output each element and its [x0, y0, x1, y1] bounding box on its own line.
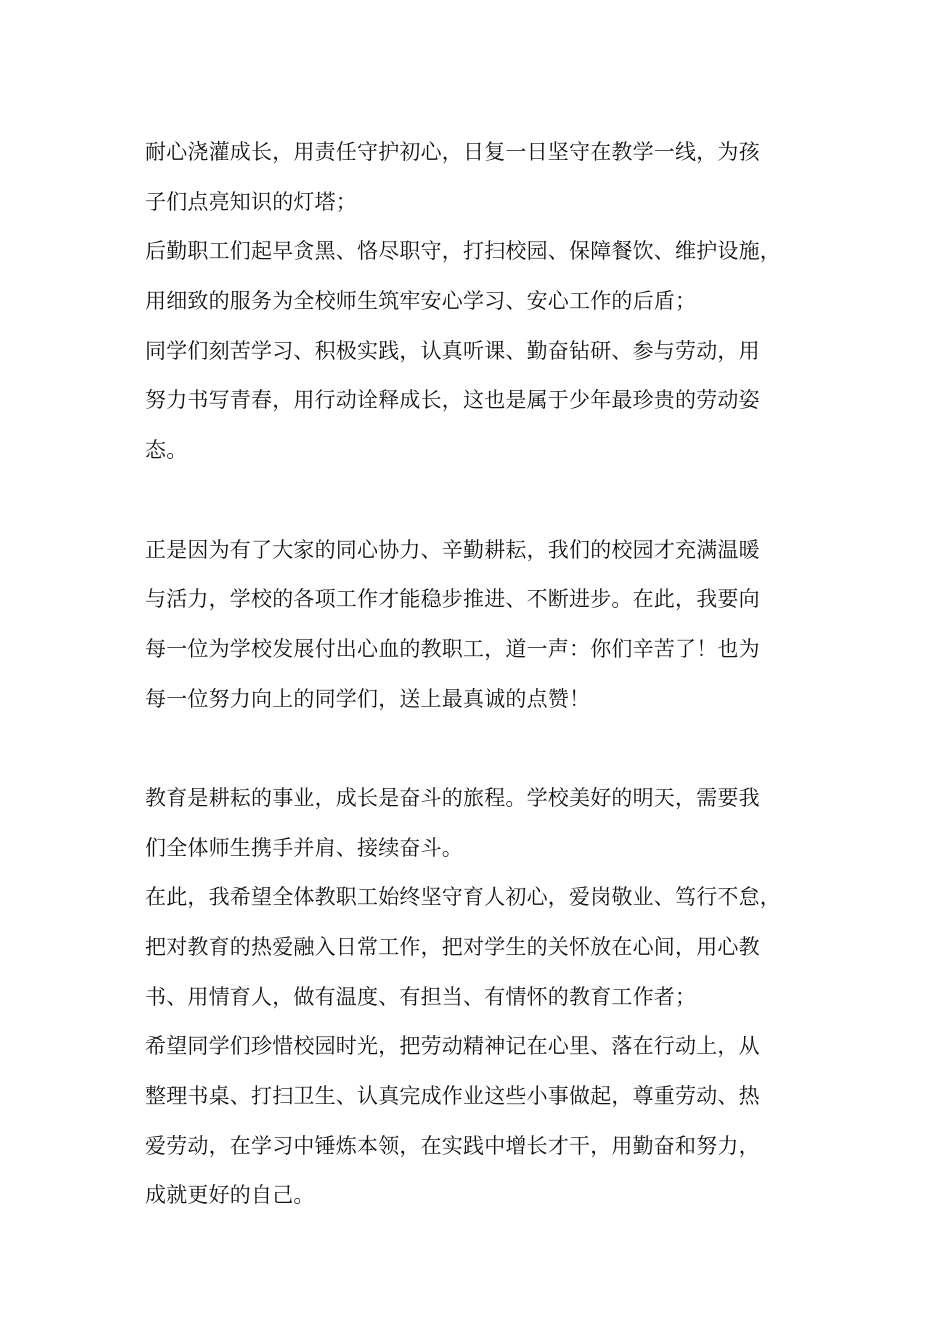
- document-body: [145, 128, 835, 1221]
- text-line: 教育是耕耘的事业，成长是奋斗的旅程。学校美好的明天，需要我: [145, 785, 760, 810]
- text-line: 成就更好的自己。: [145, 1183, 315, 1208]
- text-line: 耐心浇灌成长，用责任守护初心，日复一日坚守在教学一线，为孩: [145, 140, 760, 164]
- text-line: 用细致的服务为全校师生筑牢安心学习、安心工作的后盾；: [145, 289, 697, 314]
- text-line: 整理书桌、打扫卫生、认真完成作业这些小事做起，尊重劳动、热: [145, 1084, 760, 1109]
- text-line: 子们点亮知识的灯塔；: [145, 189, 357, 214]
- text-line: 正是因为有了大家的同心协力、辛勤耕耘，我们的校园才充满温暖: [145, 537, 760, 562]
- text-line: 在此，我希望全体教职工始终坚守育人初心，爱岗敬业、笃行不怠，: [145, 885, 781, 910]
- text-line: 努力书写青春，用行动诠释成长，这也是属于少年最珍贵的劳动姿: [145, 388, 760, 413]
- paragraph-gap: [145, 476, 835, 526]
- text-line: 每一位为学校发展付出心血的教职工，道一声：你们辛苦了！也为: [145, 636, 760, 661]
- paragraph-gap: [145, 724, 835, 774]
- text-line: 态。: [145, 438, 188, 463]
- text-line: 每一位努力向上的同学们，送上最真诚的点赞！: [145, 686, 591, 711]
- text-line: 爱劳动，在学习中锤炼本领，在实践中增长才干，用勤奋和努力，: [145, 1133, 760, 1158]
- text-line: 把对教育的热爱融入日常工作，把对学生的关怀放在心间，用心教: [145, 935, 760, 959]
- text-line: 希望同学们珍惜校园时光，把劳动精神记在心里、落在行动上，从: [145, 1034, 760, 1059]
- text-line: 后勤职工们起早贪黑、恪尽职守，打扫校园、保障餐饮、维护设施，: [145, 239, 781, 264]
- text-line: 书、用情育人，做有温度、有担当、有情怀的教育工作者；: [145, 984, 697, 1009]
- text-line: 们全体师生携手并肩、接续奋斗。: [145, 835, 463, 860]
- text-line: 与活力，学校的各项工作才能稳步推进、不断进步。在此，我要向: [145, 587, 760, 612]
- text-line: 同学们刻苦学习、积极实践，认真听课、勤奋钻研、参与劳动，用: [145, 338, 760, 363]
